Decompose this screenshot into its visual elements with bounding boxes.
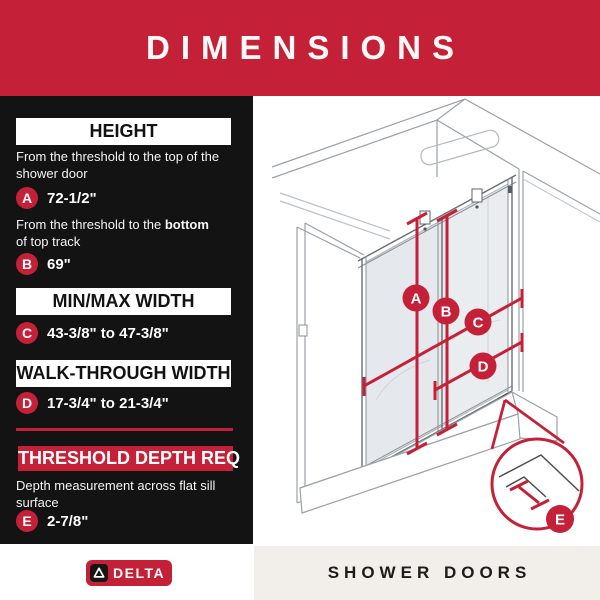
desc-text: From the threshold to the top of the shower door	[16, 149, 220, 181]
diagram-badge-d: D	[477, 358, 489, 376]
diagram-badge-a: A	[410, 290, 422, 308]
value-d: 17-3/4" to 21-3/4"	[47, 394, 169, 412]
badge-b: B	[16, 253, 38, 275]
shower-door-diagram	[253, 96, 600, 546]
desc-text: Depth measurement across flat sill surface	[16, 478, 216, 510]
spec-panel	[0, 96, 253, 544]
diagram-badge-c: C	[472, 314, 484, 332]
value-a: 72-1/2"	[47, 189, 97, 207]
value-c: 43-3/8" to 47-3/8"	[47, 324, 169, 342]
diagram-badge-b: B	[440, 303, 452, 321]
diagram-badge-e: E	[554, 511, 566, 529]
delta-triangle-icon	[90, 564, 108, 582]
value-row-b	[16, 253, 71, 275]
section-header-walkthrough-width: WALK-THROUGH WIDTH	[16, 360, 231, 387]
value-row-e	[16, 510, 88, 532]
value-e: 2-7/8"	[47, 512, 89, 530]
banner	[0, 0, 600, 96]
footer-brand-area	[0, 544, 254, 600]
badge-c: C	[16, 322, 38, 344]
desc-text: of top track	[16, 234, 81, 249]
section-header-threshold-depth: THRESHOLD DEPTH REQ	[18, 446, 233, 471]
height-b-description	[16, 216, 223, 250]
desc-bold: bottom	[164, 217, 209, 232]
delta-logo	[86, 560, 172, 586]
badge-e: E	[16, 510, 38, 532]
value-row-c	[16, 322, 169, 344]
badge-a: A	[16, 187, 38, 209]
red-divider	[16, 428, 233, 431]
value-row-a	[16, 187, 97, 209]
section-header-minmax-width: MIN/MAX WIDTH	[16, 288, 231, 315]
section-header-height: HEIGHT	[16, 118, 231, 145]
footer-category-area	[254, 546, 600, 600]
page-title: DIMENSIONS	[145, 29, 466, 66]
value-row-d	[16, 392, 169, 414]
threshold-description	[16, 477, 223, 511]
height-a-description	[16, 148, 223, 182]
value-b: 69"	[47, 255, 71, 273]
delta-logo-text: DELTA	[113, 565, 166, 581]
badge-d: D	[16, 392, 38, 414]
category-label: SHOWER DOORS	[327, 563, 532, 582]
desc-text: From the threshold to the	[16, 217, 165, 232]
